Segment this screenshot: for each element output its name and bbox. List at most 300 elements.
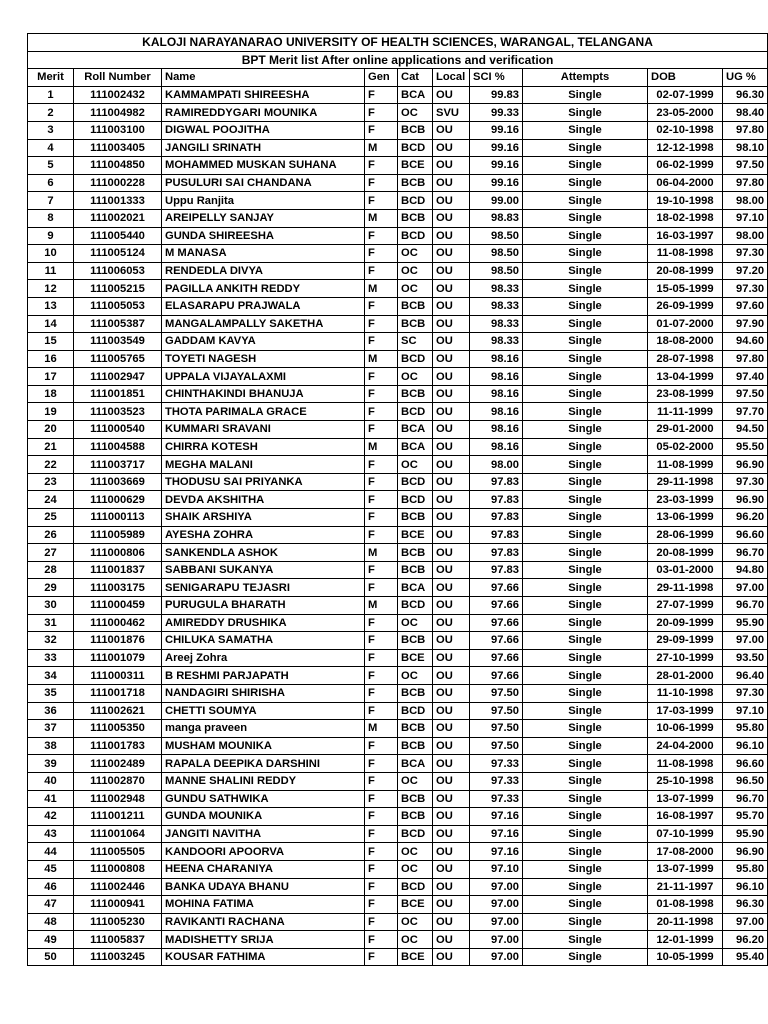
merit-cell: 20	[28, 421, 74, 439]
sci-percent-cell: 97.66	[470, 597, 523, 615]
ug-percent-cell: 96.90	[723, 843, 768, 861]
header-ug: UG %	[723, 69, 768, 87]
dob-cell: 23-03-1999	[648, 491, 723, 509]
table-row	[28, 790, 768, 808]
name-cell: Uppu Ranjita	[162, 192, 365, 210]
gender-cell: F	[365, 473, 398, 491]
gender-cell: F	[365, 174, 398, 192]
table-row	[28, 632, 768, 650]
gender-cell: F	[365, 632, 398, 650]
roll-number-cell: 111001064	[74, 825, 162, 843]
title-row	[28, 34, 768, 52]
roll-number-cell: 111003175	[74, 579, 162, 597]
table-row	[28, 878, 768, 896]
dob-cell: 23-05-2000	[648, 104, 723, 122]
local-cell: OU	[433, 456, 470, 474]
attempts-cell: Single	[523, 421, 648, 439]
category-cell: BCD	[398, 597, 433, 615]
gender-cell: F	[365, 808, 398, 826]
merit-cell: 28	[28, 561, 74, 579]
dob-cell: 18-08-2000	[648, 333, 723, 351]
dob-cell: 23-08-1999	[648, 385, 723, 403]
roll-number-cell: 111006053	[74, 262, 162, 280]
gender-cell: F	[365, 825, 398, 843]
sci-percent-cell: 97.50	[470, 702, 523, 720]
attempts-cell: Single	[523, 772, 648, 790]
sci-percent-cell: 97.50	[470, 720, 523, 738]
sci-percent-cell: 98.16	[470, 385, 523, 403]
merit-cell: 47	[28, 896, 74, 914]
category-cell: BCA	[398, 579, 433, 597]
name-cell: JANGITI NAVITHA	[162, 825, 365, 843]
attempts-cell: Single	[523, 139, 648, 157]
merit-cell: 36	[28, 702, 74, 720]
ug-percent-cell: 95.50	[723, 438, 768, 456]
sci-percent-cell: 97.00	[470, 913, 523, 931]
attempts-cell: Single	[523, 896, 648, 914]
roll-number-cell: 111005215	[74, 280, 162, 298]
sci-percent-cell: 99.16	[470, 121, 523, 139]
sci-percent-cell: 98.00	[470, 456, 523, 474]
roll-number-cell: 111002446	[74, 878, 162, 896]
dob-cell: 13-04-1999	[648, 368, 723, 386]
roll-number-cell: 111002021	[74, 209, 162, 227]
dob-cell: 25-10-1998	[648, 772, 723, 790]
table-row	[28, 913, 768, 931]
local-cell: OU	[433, 684, 470, 702]
name-cell: MANNE SHALINI REDDY	[162, 772, 365, 790]
category-cell: BCE	[398, 157, 433, 175]
local-cell: OU	[433, 667, 470, 685]
roll-number-cell: 111000459	[74, 597, 162, 615]
category-cell: OC	[398, 931, 433, 949]
gender-cell: F	[365, 491, 398, 509]
attempts-cell: Single	[523, 209, 648, 227]
name-cell: B RESHMI PARJAPATH	[162, 667, 365, 685]
sci-percent-cell: 98.50	[470, 262, 523, 280]
category-cell: OC	[398, 104, 433, 122]
ug-percent-cell: 97.40	[723, 368, 768, 386]
roll-number-cell: 111003405	[74, 139, 162, 157]
name-cell: PAGILLA ANKITH REDDY	[162, 280, 365, 298]
local-cell: OU	[433, 174, 470, 192]
name-cell: ELASARAPU PRAJWALA	[162, 297, 365, 315]
local-cell: OU	[433, 192, 470, 210]
category-cell: BCB	[398, 632, 433, 650]
category-cell: BCA	[398, 438, 433, 456]
gender-cell: F	[365, 104, 398, 122]
roll-number-cell: 111005989	[74, 526, 162, 544]
attempts-cell: Single	[523, 755, 648, 773]
dob-cell: 13-07-1999	[648, 790, 723, 808]
merit-cell: 13	[28, 297, 74, 315]
merit-cell: 7	[28, 192, 74, 210]
local-cell: OU	[433, 860, 470, 878]
table-row	[28, 720, 768, 738]
sci-percent-cell: 97.00	[470, 948, 523, 966]
attempts-cell: Single	[523, 403, 648, 421]
local-cell: OU	[433, 878, 470, 896]
name-cell: DEVDA AKSHITHA	[162, 491, 365, 509]
name-cell: DIGWAL POOJITHA	[162, 121, 365, 139]
merit-cell: 33	[28, 649, 74, 667]
roll-number-cell: 111005350	[74, 720, 162, 738]
ug-percent-cell: 96.90	[723, 491, 768, 509]
category-cell: OC	[398, 456, 433, 474]
sheet-title: KALOJI NARAYANARAO UNIVERSITY OF HEALTH SCIENCES, WARANGAL, TELANGANA	[28, 34, 768, 52]
table-row	[28, 315, 768, 333]
table-row	[28, 473, 768, 491]
category-cell: SC	[398, 333, 433, 351]
sci-percent-cell: 97.66	[470, 614, 523, 632]
table-row	[28, 368, 768, 386]
table-row	[28, 579, 768, 597]
local-cell: OU	[433, 333, 470, 351]
name-cell: JANGILI SRINATH	[162, 139, 365, 157]
gender-cell: F	[365, 403, 398, 421]
name-cell: MADISHETTY SRIJA	[162, 931, 365, 949]
header-attempts: Attempts	[523, 69, 648, 87]
category-cell: BCD	[398, 139, 433, 157]
category-cell: BCB	[398, 720, 433, 738]
roll-number-cell: 111000228	[74, 174, 162, 192]
gender-cell: F	[365, 245, 398, 263]
local-cell: OU	[433, 808, 470, 826]
table-row	[28, 227, 768, 245]
sci-percent-cell: 97.66	[470, 649, 523, 667]
ug-percent-cell: 94.60	[723, 333, 768, 351]
attempts-cell: Single	[523, 702, 648, 720]
local-cell: OU	[433, 403, 470, 421]
ug-percent-cell: 97.20	[723, 262, 768, 280]
dob-cell: 16-03-1997	[648, 227, 723, 245]
roll-number-cell: 111005505	[74, 843, 162, 861]
category-cell: BCD	[398, 702, 433, 720]
roll-number-cell: 111002432	[74, 86, 162, 104]
name-cell: MEGHA MALANI	[162, 456, 365, 474]
merit-cell: 43	[28, 825, 74, 843]
local-cell: OU	[433, 843, 470, 861]
ug-percent-cell: 96.10	[723, 878, 768, 896]
category-cell: BCE	[398, 526, 433, 544]
name-cell: THODUSU SAI PRIYANKA	[162, 473, 365, 491]
merit-cell: 23	[28, 473, 74, 491]
ug-percent-cell: 97.10	[723, 702, 768, 720]
dob-cell: 07-10-1999	[648, 825, 723, 843]
roll-number-cell: 111005124	[74, 245, 162, 263]
header-local: Local	[433, 69, 470, 87]
category-cell: BCB	[398, 509, 433, 527]
header-merit: Merit	[28, 69, 74, 87]
dob-cell: 16-08-1997	[648, 808, 723, 826]
local-cell: OU	[433, 262, 470, 280]
local-cell: OU	[433, 931, 470, 949]
merit-cell: 45	[28, 860, 74, 878]
category-cell: BCB	[398, 684, 433, 702]
table-row	[28, 385, 768, 403]
merit-cell: 5	[28, 157, 74, 175]
sci-percent-cell: 98.33	[470, 333, 523, 351]
name-cell: CHETTI SOUMYA	[162, 702, 365, 720]
category-cell: BCB	[398, 297, 433, 315]
ug-percent-cell: 97.70	[723, 403, 768, 421]
attempts-cell: Single	[523, 649, 648, 667]
local-cell: OU	[433, 385, 470, 403]
gender-cell: M	[365, 438, 398, 456]
gender-cell: F	[365, 878, 398, 896]
subtitle-row	[28, 51, 768, 69]
sci-percent-cell: 98.16	[470, 403, 523, 421]
sci-percent-cell: 97.83	[470, 473, 523, 491]
merit-cell: 19	[28, 403, 74, 421]
sci-percent-cell: 98.50	[470, 227, 523, 245]
local-cell: OU	[433, 614, 470, 632]
attempts-cell: Single	[523, 913, 648, 931]
sci-percent-cell: 97.16	[470, 843, 523, 861]
gender-cell: F	[365, 368, 398, 386]
table-row	[28, 157, 768, 175]
gender-cell: F	[365, 315, 398, 333]
table-row	[28, 139, 768, 157]
name-cell: KANDOORI APOORVA	[162, 843, 365, 861]
name-cell: RAPALA DEEPIKA DARSHINI	[162, 755, 365, 773]
attempts-cell: Single	[523, 192, 648, 210]
roll-number-cell: 111001851	[74, 385, 162, 403]
roll-number-cell: 111001837	[74, 561, 162, 579]
name-cell: KUMMARI SRAVANI	[162, 421, 365, 439]
sci-percent-cell: 99.33	[470, 104, 523, 122]
category-cell: BCB	[398, 209, 433, 227]
ug-percent-cell: 95.40	[723, 948, 768, 966]
table-row	[28, 245, 768, 263]
category-cell: BCD	[398, 403, 433, 421]
ug-percent-cell: 98.00	[723, 227, 768, 245]
merit-cell: 9	[28, 227, 74, 245]
table-row	[28, 421, 768, 439]
dob-cell: 10-06-1999	[648, 720, 723, 738]
local-cell: OU	[433, 421, 470, 439]
dob-cell: 11-08-1998	[648, 755, 723, 773]
attempts-cell: Single	[523, 860, 648, 878]
gender-cell: M	[365, 544, 398, 562]
roll-number-cell: 111001079	[74, 649, 162, 667]
ug-percent-cell: 96.20	[723, 509, 768, 527]
local-cell: OU	[433, 544, 470, 562]
attempts-cell: Single	[523, 614, 648, 632]
dob-cell: 21-11-1997	[648, 878, 723, 896]
sci-percent-cell: 97.83	[470, 561, 523, 579]
merit-cell: 25	[28, 509, 74, 527]
table-row	[28, 772, 768, 790]
sci-percent-cell: 97.50	[470, 684, 523, 702]
merit-cell: 40	[28, 772, 74, 790]
merit-cell: 44	[28, 843, 74, 861]
ug-percent-cell: 95.80	[723, 720, 768, 738]
attempts-cell: Single	[523, 790, 648, 808]
local-cell: OU	[433, 737, 470, 755]
merit-cell: 17	[28, 368, 74, 386]
attempts-cell: Single	[523, 509, 648, 527]
merit-cell: 15	[28, 333, 74, 351]
table-row	[28, 104, 768, 122]
name-cell: KAMMAMPATI SHIREESHA	[162, 86, 365, 104]
dob-cell: 11-10-1998	[648, 684, 723, 702]
ug-percent-cell: 95.70	[723, 808, 768, 826]
dob-cell: 17-03-1999	[648, 702, 723, 720]
roll-number-cell: 111004588	[74, 438, 162, 456]
merit-cell: 26	[28, 526, 74, 544]
header-gen: Gen	[365, 69, 398, 87]
roll-number-cell: 111004850	[74, 157, 162, 175]
attempts-cell: Single	[523, 245, 648, 263]
ug-percent-cell: 96.20	[723, 931, 768, 949]
local-cell: OU	[433, 139, 470, 157]
category-cell: BCD	[398, 473, 433, 491]
attempts-cell: Single	[523, 931, 648, 949]
name-cell: MOHINA FATIMA	[162, 896, 365, 914]
category-cell: BCB	[398, 561, 433, 579]
name-cell: MUSHAM MOUNIKA	[162, 737, 365, 755]
sci-percent-cell: 98.16	[470, 350, 523, 368]
dob-cell: 20-08-1999	[648, 262, 723, 280]
dob-cell: 12-12-1998	[648, 139, 723, 157]
category-cell: BCB	[398, 808, 433, 826]
attempts-cell: Single	[523, 544, 648, 562]
ug-percent-cell: 96.70	[723, 790, 768, 808]
column-header-row	[28, 69, 768, 87]
sci-percent-cell: 97.33	[470, 772, 523, 790]
category-cell: BCD	[398, 825, 433, 843]
ug-percent-cell: 97.00	[723, 913, 768, 931]
merit-cell: 16	[28, 350, 74, 368]
dob-cell: 20-08-1999	[648, 544, 723, 562]
gender-cell: F	[365, 333, 398, 351]
attempts-cell: Single	[523, 948, 648, 966]
dob-cell: 29-09-1999	[648, 632, 723, 650]
dob-cell: 13-06-1999	[648, 509, 723, 527]
category-cell: BCD	[398, 350, 433, 368]
gender-cell: M	[365, 597, 398, 615]
ug-percent-cell: 97.30	[723, 473, 768, 491]
roll-number-cell: 111005765	[74, 350, 162, 368]
category-cell: BCB	[398, 315, 433, 333]
sci-percent-cell: 98.16	[470, 368, 523, 386]
attempts-cell: Single	[523, 843, 648, 861]
category-cell: OC	[398, 368, 433, 386]
dob-cell: 29-01-2000	[648, 421, 723, 439]
name-cell: GUNDA SHIREESHA	[162, 227, 365, 245]
dob-cell: 27-10-1999	[648, 649, 723, 667]
merit-cell: 38	[28, 737, 74, 755]
roll-number-cell: 111000808	[74, 860, 162, 878]
sci-percent-cell: 99.83	[470, 86, 523, 104]
category-cell: OC	[398, 772, 433, 790]
attempts-cell: Single	[523, 720, 648, 738]
ug-percent-cell: 96.50	[723, 772, 768, 790]
dob-cell: 12-01-1999	[648, 931, 723, 949]
local-cell: OU	[433, 579, 470, 597]
attempts-cell: Single	[523, 456, 648, 474]
roll-number-cell: 111005387	[74, 315, 162, 333]
sci-percent-cell: 98.16	[470, 421, 523, 439]
gender-cell: F	[365, 579, 398, 597]
merit-cell: 14	[28, 315, 74, 333]
ug-percent-cell: 96.90	[723, 456, 768, 474]
local-cell: OU	[433, 245, 470, 263]
ug-percent-cell: 94.80	[723, 561, 768, 579]
attempts-cell: Single	[523, 438, 648, 456]
gender-cell: F	[365, 614, 398, 632]
roll-number-cell: 111005053	[74, 297, 162, 315]
gender-cell: F	[365, 385, 398, 403]
table-row	[28, 755, 768, 773]
gender-cell: F	[365, 737, 398, 755]
table-row	[28, 843, 768, 861]
name-cell: GADDAM KAVYA	[162, 333, 365, 351]
ug-percent-cell: 95.80	[723, 860, 768, 878]
ug-percent-cell: 96.70	[723, 544, 768, 562]
dob-cell: 02-07-1999	[648, 86, 723, 104]
attempts-cell: Single	[523, 579, 648, 597]
ug-percent-cell: 96.40	[723, 667, 768, 685]
gender-cell: M	[365, 280, 398, 298]
dob-cell: 06-02-1999	[648, 157, 723, 175]
ug-percent-cell: 97.10	[723, 209, 768, 227]
table-row	[28, 491, 768, 509]
roll-number-cell: 111003100	[74, 121, 162, 139]
header-roll-number: Roll Number	[74, 69, 162, 87]
ug-percent-cell: 97.80	[723, 174, 768, 192]
dob-cell: 13-07-1999	[648, 860, 723, 878]
gender-cell: F	[365, 667, 398, 685]
local-cell: OU	[433, 209, 470, 227]
name-cell: SHAIK ARSHIYA	[162, 509, 365, 527]
gender-cell: F	[365, 456, 398, 474]
roll-number-cell: 111002489	[74, 755, 162, 773]
table-row	[28, 597, 768, 615]
roll-number-cell: 111004982	[74, 104, 162, 122]
merit-cell: 41	[28, 790, 74, 808]
name-cell: GUNDA MOUNIKA	[162, 808, 365, 826]
local-cell: OU	[433, 649, 470, 667]
local-cell: OU	[433, 526, 470, 544]
merit-cell: 42	[28, 808, 74, 826]
gender-cell: F	[365, 561, 398, 579]
roll-number-cell: 111003245	[74, 948, 162, 966]
table-row	[28, 86, 768, 104]
local-cell: OU	[433, 825, 470, 843]
merit-cell: 35	[28, 684, 74, 702]
merit-cell: 1	[28, 86, 74, 104]
gender-cell: F	[365, 649, 398, 667]
category-cell: OC	[398, 843, 433, 861]
local-cell: OU	[433, 315, 470, 333]
name-cell: UPPALA VIJAYALAXMI	[162, 368, 365, 386]
sci-percent-cell: 97.33	[470, 755, 523, 773]
name-cell: SANKENDLA ASHOK	[162, 544, 365, 562]
category-cell: BCB	[398, 174, 433, 192]
category-cell: BCB	[398, 737, 433, 755]
merit-cell: 37	[28, 720, 74, 738]
name-cell: CHINTHAKINDI BHANUJA	[162, 385, 365, 403]
name-cell: PURUGULA BHARATH	[162, 597, 365, 615]
table-row	[28, 174, 768, 192]
name-cell: THOTA PARIMALA GRACE	[162, 403, 365, 421]
category-cell: BCD	[398, 227, 433, 245]
dob-cell: 10-05-1999	[648, 948, 723, 966]
dob-cell: 11-08-1999	[648, 456, 723, 474]
sci-percent-cell: 97.50	[470, 737, 523, 755]
